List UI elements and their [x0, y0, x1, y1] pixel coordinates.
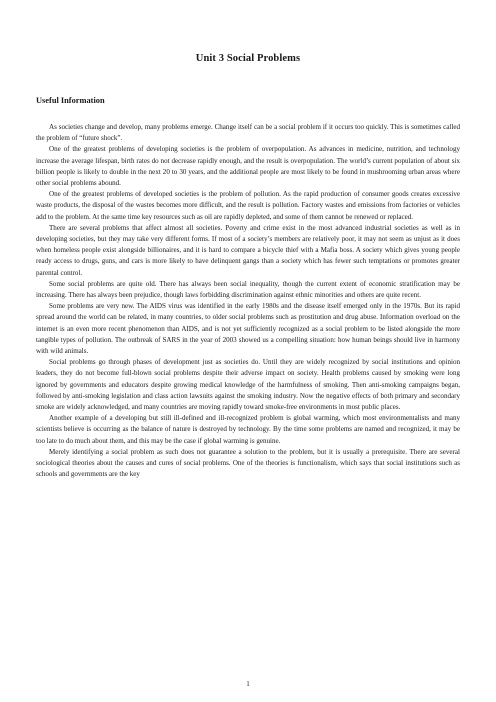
- paragraph: One of the greatest problems of developing societies is the problem of overpopulation. As advances in medicine, nutrition, and technology increase the average lifespan, birth rates do not decrease rapidly enough, and the result is overpopulation. The world’s current population of about six billion people is likely to double in the next 20 to 30 years, and the additional people are most likely to be found in mushrooming urban areas where other social problems abound.: [36, 145, 460, 188]
- page-number: 1: [246, 680, 250, 688]
- paragraph: There are several problems that affect almost all societies. Poverty and crime exist in the most advanced industrial societies as well as in developing societies, but they may take very different forms. If most of a society’s members are relatively poor, it may not seem as unjust as it does when homeless people exist alongside billionaires, and it is hard to compare a bicycle thief with a Mafia boss. A society which gives young people ready access to drugs, guns, and cars is more likely to have delinquent gangs than a society which has fewer such temptations or promotes greater parental control.: [36, 223, 460, 277]
- page-title: Unit 3 Social Problems: [195, 53, 301, 64]
- paragraph: One of the greatest problems of developed societies is the problem of pollution. As the rapid production of consumer goods creates excessive waste products, the disposal of the wastes becomes more difficult, and the result is pollution. Factory wastes and emissions from factories or vehicles add to the problem. At the same time key resources such as oil are rapidly depleted, and some of them cannot be renewed or replaced.: [36, 190, 460, 221]
- paragraph: Merely identifying a social problem as such does not guarantee a solution to the problem, but it is usually a prerequisite. There are several sociological theories about the causes and cures of social problems. One of the theories is functionalism, which says that social institutions such as schools and governments are the key: [36, 447, 460, 479]
- paragraph: Social problems go through phases of development just as societies do. Until they are widely recognized by social institutions and opinion leaders, they do not become full-blown social problems despite their adverse impact on society. Health problems caused by smoking were long ignored by governments and educators despite growing medical knowledge of the harmfulness of smoking. Then anti-smoking campaigns began, followed by anti-smoking legislation and class action lawsuits against the smoking industry. Now the negative effects of both primary and secondary smoke are widely acknowledged, and many countries are moving rapidly toward smoke-free environments in most public places.: [36, 358, 460, 412]
- paragraph: Some problems are very new. The AIDS virus was identified in the early 1980s and the disease itself emerged only in the 1970s. But its rapid spread around the world can be related, in many countries, to older social problems such as prostitution and drug abuse. Information overload on the internet is an even more recent phenomenon than AIDS, and is not yet sufficiently recognized as a social problem to be listed alongside the more tangible types of pollution. The outbreak of SARS in the year of 2003 showed us a compelling situation: how human beings should live in harmony with wild animals.: [36, 302, 460, 356]
- paragraph: Another example of a developing but still ill-defined and ill-recognized problem is global warming, which most environmentalists and many scientists believe is occurring as the balance of nature is destroyed by technology. By the time some problems are named and recognized, it may be too late to do much about them, and this may be the case if global warming is genuine.: [36, 414, 460, 445]
- section-heading: Useful Information: [36, 96, 105, 105]
- paragraph: Some social problems are quite old. There has always been social inequality, though the current extent of economic stratification may be increasing. There has always been prejudice, though laws forbidding discrimination against ethnic minorities and others are quite recent.: [36, 279, 460, 300]
- paragraph: As societies change and develop, many problems emerge. Change itself can be a social problem if it occurs too quickly. This is sometimes called the problem of “future shock”.: [36, 123, 460, 143]
- body-text: [36, 122, 460, 481]
